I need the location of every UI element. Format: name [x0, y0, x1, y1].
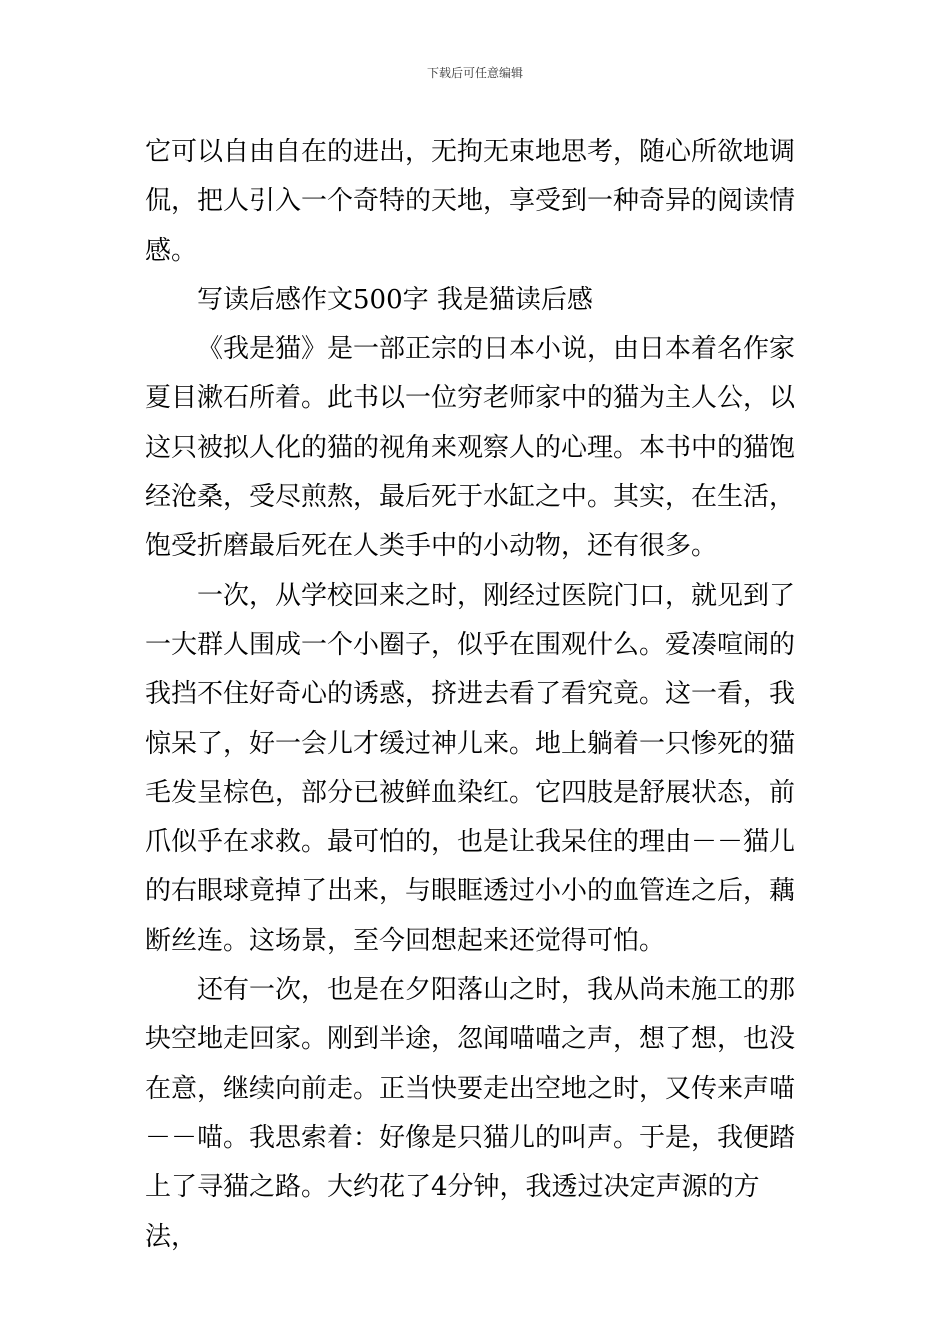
- paragraph-first-story: 一次，从学校回来之时，刚经过医院门口，就见到了一大群人围成一个小圈子，似乎在围观什么。爱凑喧闹的我挡不住好奇心的诱惑，挤进去看了看究竟。这一看，我惊呆了，好一会儿才缓过神儿来。地上躺着一只惨死的猫毛发呈棕色，部分已被鲜血染红。它四肢是舒展状态，前爪似乎在求救。最可怕的，也是让我呆住的理由－－猫儿的右眼球竟掉了出来，与眼眶透过小小的血管连之后，藕断丝连。这场景，至今回想起来还觉得可怕。: [145, 580, 796, 956]
- article-body: [145, 128, 810, 1262]
- paragraph-continuation: 它可以自由自在的进出，无拘无束地思考，随心所欲地调侃，把人引入一个奇特的天地，享受到一种奇异的阅读情感。: [145, 137, 796, 266]
- page-header: 下载后可任意编辑: [426, 66, 523, 80]
- article-title: 写读后感作文500字 我是猫读后感: [197, 284, 593, 315]
- paragraph-second-story: 还有一次，也是在夕阳落山之时，我从尚未施工的那块空地走回家。刚到半途，忽闻喵喵之声，想了想，也没在意，继续向前走。正当快要走出空地之时，又传来声喵－－喵。我思索着：好像是只猫儿的叫声。于是，我便踏上了寻猫之路。大约花了4分钟，我透过决定声源的方法，: [145, 975, 796, 1252]
- paragraph-intro: 《我是猫》是一部正宗的日本小说，由日本着名作家夏目漱石所着。此书以一位穷老师家中的猫为主人公，以这只被拟人化的猫的视角来观察人的心理。本书中的猫饱经沧桑，受尽煎熬，最后死于水缸之中。其实，在生活，饱受折磨最后死在人类手中的小动物，还有很多。: [145, 334, 796, 562]
